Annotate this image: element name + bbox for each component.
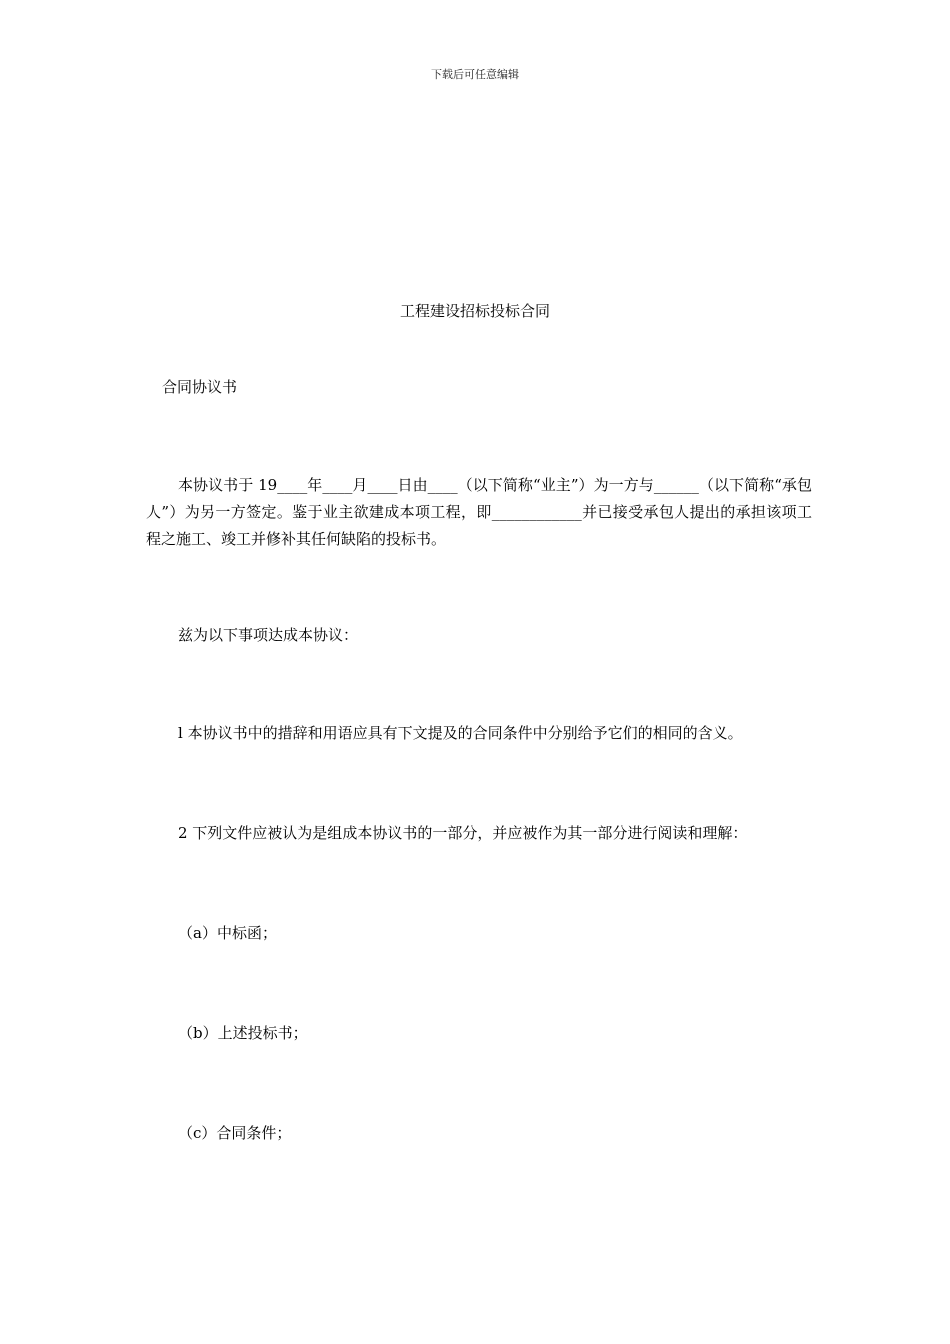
header-note: 下载后可任意编辑 [431,68,519,81]
document-title: 工程建设招标投标合同 [399,302,550,320]
agreement-lead: 兹为以下事项达成本协议： [178,626,359,644]
section-heading: 合同协议书 [162,378,238,396]
clause-2: 2 下列文件应被认为是组成本协议书的一部分，并应被作为其一部分进行阅读和理解： [178,824,748,842]
list-item-a: （a）中标函； [178,924,277,942]
list-item-c: （c）合同条件； [178,1124,292,1142]
list-item-b: （b）上述投标书； [178,1024,308,1042]
clause-1: l 本协议书中的措辞和用语应具有下文提及的合同条件中分别给予它们的相同的含义。 [178,724,743,742]
intro-paragraph: 本协议书于 19____年____月____日由____（以下简称“业主”）为一方与______（以下简称“承包人”）为另一方签定。鉴于业主欲建成本项工程，即____________并已接受承包人提出的承担该项工程之施工、竣工并修补其任何缺陷的投标书。 [146,476,812,548]
